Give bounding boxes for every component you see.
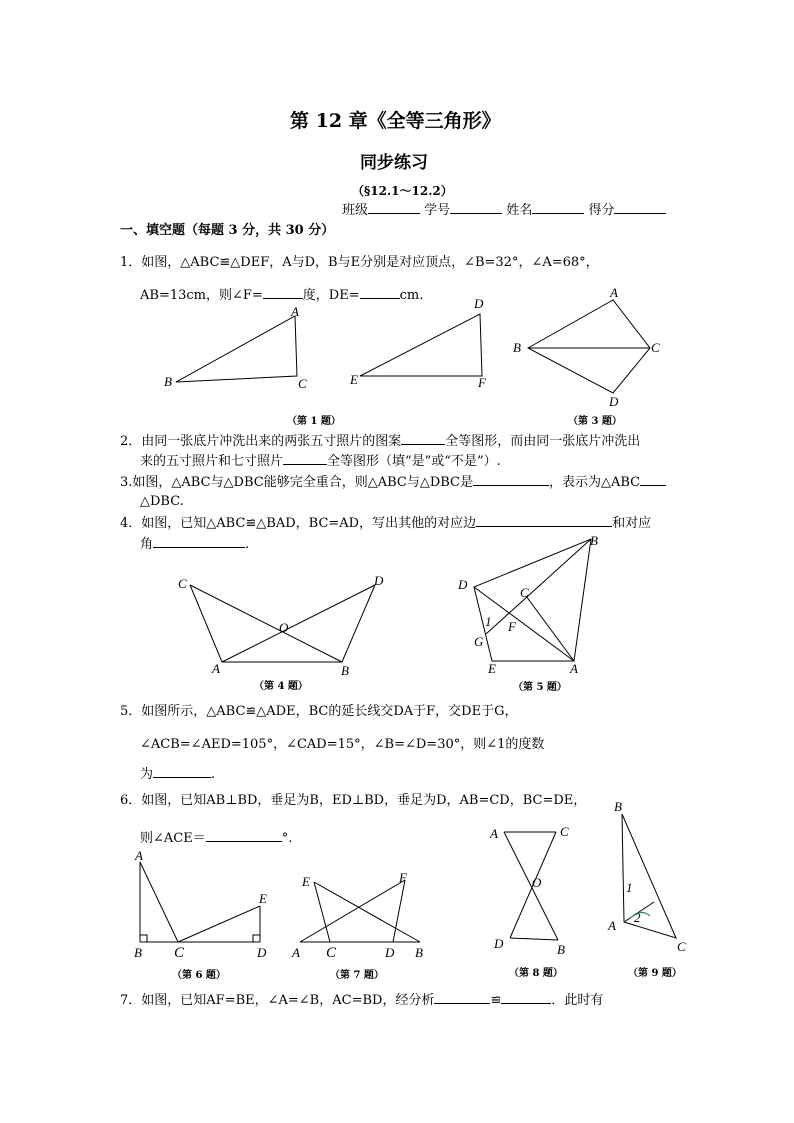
label-c: C (298, 376, 307, 391)
label-b: B (614, 799, 622, 814)
label-d: D (494, 936, 504, 951)
label-c: C (326, 945, 337, 961)
q5-line3: 为 . (140, 767, 216, 782)
segment-cb (190, 585, 342, 662)
fig1-caption: （第 1 题） (287, 416, 341, 427)
label-d: D (385, 945, 395, 960)
fig5-caption: （第 5 题） (513, 682, 567, 693)
label-e: E (302, 874, 310, 889)
label-e: E (488, 661, 496, 676)
figure-4 (170, 572, 400, 682)
section-heading: 一、填空题（每题 3 分，共 30 分） (120, 223, 335, 238)
label-c: C (651, 340, 660, 355)
label-angle-2: 2 (634, 910, 641, 925)
label-angle-1: 1 (626, 880, 633, 895)
triangle-abc (622, 814, 676, 938)
q1-line1: 1．如图，△ABC≌△DEF，A与D，B与E分别是对应顶点，∠B=32°，∠A=68°， (120, 255, 599, 270)
label-b: B (164, 374, 172, 389)
fig3-caption: （第 3 题） (568, 416, 622, 427)
q3-line2: △DBC. (140, 494, 184, 509)
triangle-def (360, 314, 482, 376)
score-blank[interactable] (614, 201, 666, 214)
label-b: B (341, 663, 349, 678)
right-angle-b (140, 935, 147, 942)
number-blank[interactable] (450, 201, 502, 214)
label-e: E (350, 372, 358, 387)
label-c: C (520, 585, 529, 600)
label-a: A (292, 945, 300, 960)
fig9-caption: （第 9 题） (628, 968, 682, 979)
figure-3 (505, 283, 675, 408)
name-label: 姓名 (506, 203, 533, 218)
name-blank[interactable] (532, 201, 584, 214)
label-b: B (415, 945, 423, 960)
q7-blank-1[interactable] (434, 991, 490, 1004)
q4-line1: 4．如图，已知△ABC≌△BAD，BC=AD，写出其他的对应边 和对应 (120, 516, 652, 531)
q2-blank-1[interactable] (401, 432, 445, 445)
label-c: C (178, 576, 187, 591)
right-angle-d (253, 935, 260, 942)
segment-db (510, 938, 558, 940)
q7-line1: 7．如图，已知AF=BE，∠A=∠B，AC=BD，经分析 ≌ ．此时有 (120, 993, 604, 1008)
label-b: B (590, 533, 598, 548)
segment-ac (140, 862, 178, 942)
figure-7 (290, 868, 430, 962)
label-d: D (474, 296, 484, 311)
label-a: A (490, 826, 498, 841)
label-b: B (134, 945, 142, 960)
q1-blank-de[interactable] (360, 286, 400, 299)
q3-blank-2[interactable] (640, 473, 666, 486)
segment-da (222, 585, 375, 662)
q4-line2: 角 . (140, 537, 250, 552)
label-e: E (259, 891, 267, 906)
figure-6 (130, 846, 280, 962)
segment-ac (526, 596, 574, 661)
label-f: F (508, 619, 516, 634)
class-blank[interactable] (368, 201, 420, 214)
label-a: A (135, 848, 143, 863)
q1-blank-f[interactable] (263, 286, 303, 299)
label-angle-1: 1 (485, 614, 492, 629)
q5-line1: 5．如图所示，△ABC≌△ADE，BC的延长线交DA于F，交DE于G， (120, 704, 518, 719)
triangle-abc (176, 316, 297, 382)
q5-blank[interactable] (153, 765, 211, 778)
label-c: C (677, 939, 686, 954)
figure-8 (488, 820, 583, 958)
label-c: C (560, 824, 569, 839)
figure-1 (160, 296, 500, 395)
label-d: D (257, 945, 267, 960)
label-a: A (570, 661, 578, 676)
label-a: A (291, 304, 299, 319)
q4-blank-angles[interactable] (153, 535, 245, 548)
label-g: G (474, 634, 484, 649)
figure-9 (600, 798, 695, 962)
figure-5 (450, 530, 615, 678)
label-o: O (532, 875, 542, 890)
q3-line1: 3.如图，△ABC与△DBC能够完全重合，则△ABC与△DBC是 ，表示为△ABC (120, 473, 666, 492)
label-a: A (212, 661, 220, 676)
label-f: F (399, 870, 407, 885)
q2-blank-2[interactable] (283, 452, 327, 465)
segment-ec (314, 882, 330, 942)
label-b: B (513, 340, 521, 355)
label-b: B (557, 942, 565, 957)
number-label: 学号 (424, 203, 451, 218)
score-label: 得分 (588, 203, 615, 218)
student-info-row (342, 201, 666, 220)
q2-line1: 2．由同一张底片冲洗出来的两张五寸照片的图案 全等图形，而由同一张底片冲洗出 (120, 434, 641, 449)
label-d: D (458, 577, 468, 592)
fig8-caption: （第 8 题） (509, 968, 563, 979)
q6-line1: 6．如图，已知AB⊥BD，垂足为B，ED⊥BD，垂足为D，AB=CD，BC=DE， (120, 793, 587, 808)
page-title: 第 12 章《全等三角形》 (290, 110, 501, 132)
q7-blank-2[interactable] (501, 991, 551, 1004)
label-o: O (279, 620, 289, 635)
label-c: C (174, 945, 185, 961)
q3-blank-1[interactable] (473, 473, 549, 486)
label-d: D (374, 573, 384, 588)
label-d: D (609, 394, 619, 409)
q6-blank[interactable] (206, 829, 282, 842)
page-subtitle: 同步练习 (360, 153, 428, 173)
segment-eb (314, 882, 420, 942)
q6-line2: 则∠ACE＝ °. (140, 831, 293, 846)
fig4-caption: （第 4 题） (254, 681, 308, 692)
fig6-caption: （第 6 题） (172, 970, 226, 981)
q2-line2: 来的五寸照片和七寸照片 全等图形（填“是”或“不是”）. (140, 454, 501, 469)
q1-line2: AB=13cm，则∠F= 度，DE= cm. (140, 288, 424, 303)
quadrilateral-abdc (528, 300, 650, 393)
section-range: （§12.1～12.2） (352, 184, 453, 198)
class-label: 班级 (342, 203, 369, 218)
q5-line2: ∠ACB=∠AED=105°，∠CAD=15°，∠B=∠D=30°，则∠1的度数 (140, 737, 545, 752)
fig7-caption: （第 7 题） (330, 970, 384, 981)
segment-ce (178, 906, 260, 942)
q4-blank-sides[interactable] (476, 514, 612, 527)
segment-bg (486, 539, 591, 634)
segment-ab (504, 832, 558, 940)
label-a: A (608, 918, 616, 933)
label-f: F (478, 375, 486, 390)
label-a: A (610, 285, 618, 300)
